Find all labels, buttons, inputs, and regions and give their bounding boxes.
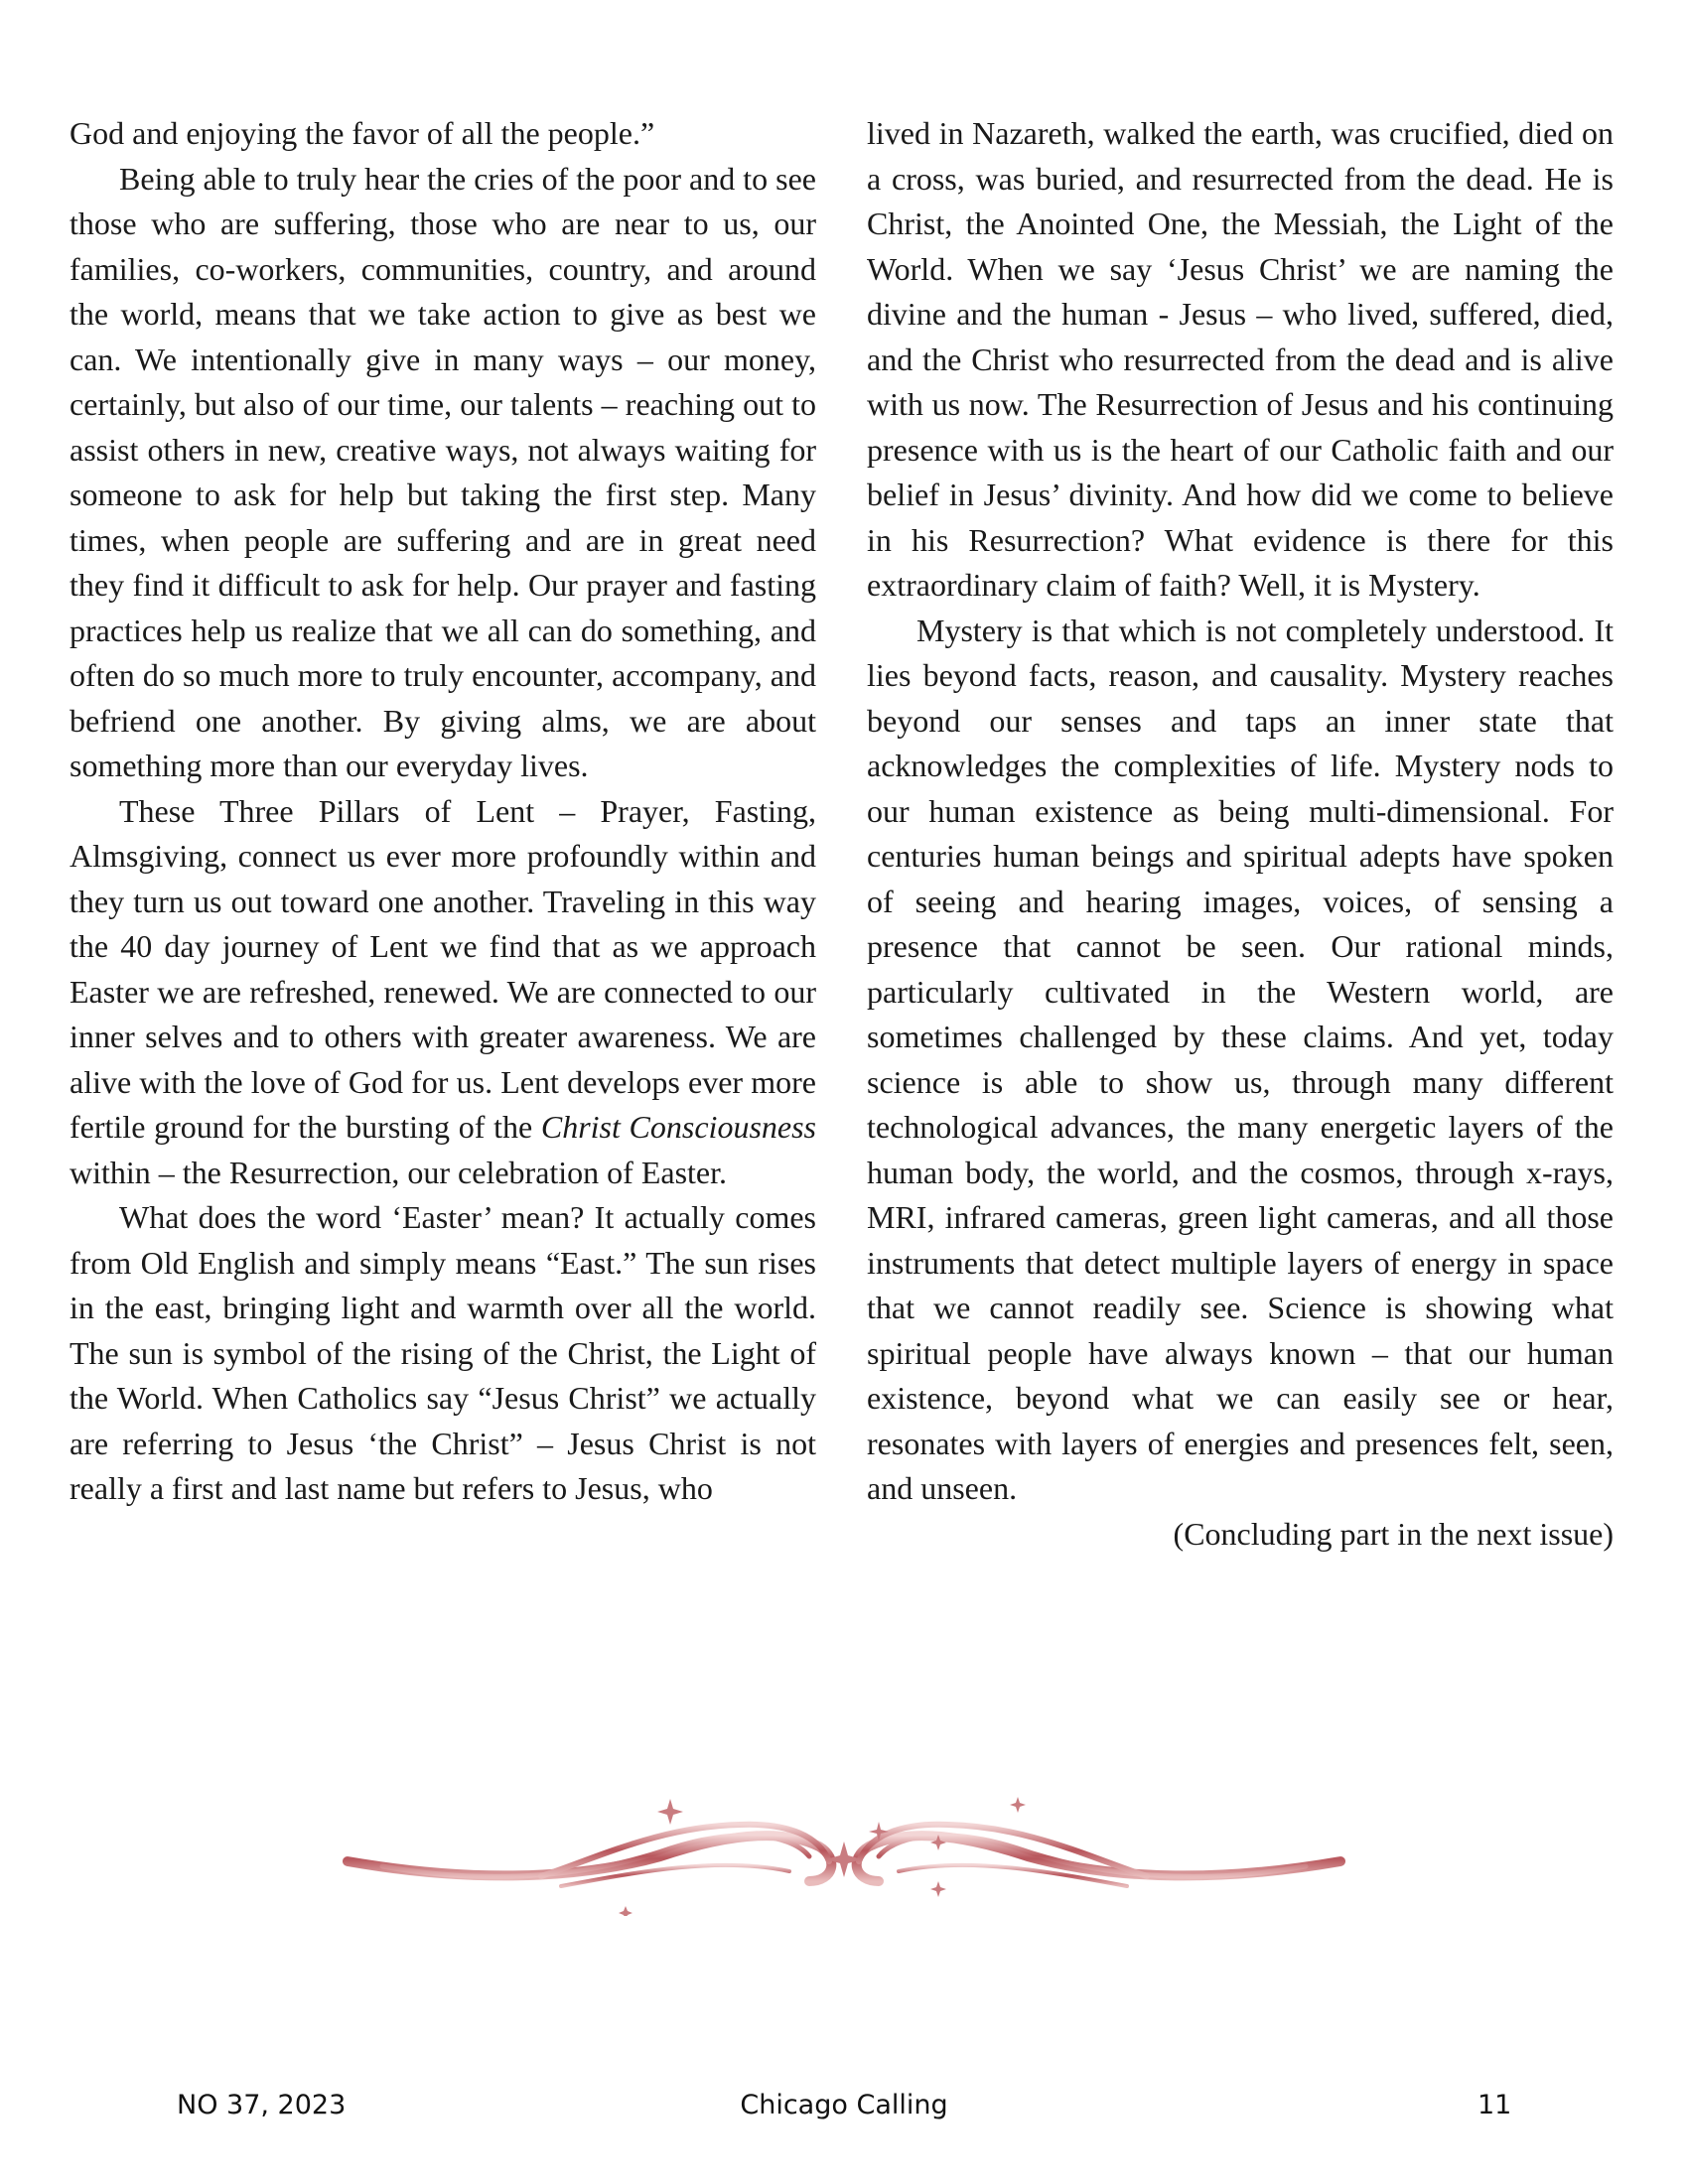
paragraph: lived in Nazareth, walked the earth, was crucified, died on a cross, was buried, and resurrected from the dead. He is Christ, the Anointed One, the Messiah, the Light of the World. When we say ‘Jesus Christ’ we are naming the divine and the human - Jesus – who lived, suffered, died, and the Christ who resurrected from the dead and is alive with us now. The Resurrection of Jesus and his continuing presence with us is the heart of our Catholic faith and our belief in Jesus’ divinity. And how did we come to believe in his Resurrection? What evidence is there for this extraordinary claim of faith? Well, it is Mystery. xyxy=(867,115,1614,603)
paragraph-text: These Three Pillars of Lent – Prayer, Fasting, Almsgiving, connect us ever more profoundly within and they turn us out toward one another. Traveling in this way the 40 day journey of Lent we find that as we approach Easter we are refreshed, renewed. We are connected to our inner selves and to others with greater awareness. We are alive with the love of God for us. Lent develops ever more fertile ground for the bursting of the xyxy=(70,792,816,1145)
paragraph: What does the word ‘Easter’ mean? It actually comes from Old English and simply means “East.” The sun rises in the east, bringing light and warmth over all the world. The sun is symbol of the rising of the Christ, the Light of the World. When Catholics say “Jesus Christ” we actually are referring to Jesus ‘the Christ” – Jesus Christ is not really a first and last name but refers to Jesus, who xyxy=(70,1199,816,1506)
paragraph: Mystery is that which is not completely understood. It lies beyond facts, reason, and causality. Mystery reaches beyond our senses and taps an inner state that acknowledges the complexities of life. Mystery nods to our human existence as being multi-dimensional. For centuries human beings and spiritual adepts have spoken of seeing and hearing images, voices, of sensing a presence that cannot be seen. Our rational minds, particularly cultivated in the Western world, are sometimes challenged by these claims. And yet, today science is able to show us, through many different technological advances, the many energetic layers of the human body, the world, and the cosmos, through x-rays, MRI, infrared cameras, green light cameras, and all those instruments that detect multiple layers of energy in space that we cannot readily see. Science is showing what spiritual people have always known – that our human existence, beyond what we can easily see or hear, resonates with layers of energies and presences felt, seen, and unseen. xyxy=(867,612,1614,1506)
paragraph-text: within – the Resurrection, our celebration of Easter. xyxy=(70,1154,728,1190)
paragraph: God and enjoying the favor of all the people.” xyxy=(70,115,655,151)
page-number: 11 xyxy=(1477,2090,1512,2120)
continuation-note: (Concluding part in the next issue) xyxy=(1173,1515,1614,1552)
paragraph: Being able to truly hear the cries of the poor and to see those who are suffering, those who are near to us, our families, co-workers, communities, country, and around the world, means that we take action to give as best we can. We intentionally give in many ways – our money, certainly, but also of our time, our talents – reaching out to assist others in new, creative ways, not always waiting for someone to ask for help but taking the first step. Many times, when people are suffering and are in great need they find it difficult to ask for help. Our prayer and fasting practices help us realize that we all can do something, and often do so much more to truly encounter, accompany, and befriend one another. By giving alms, we are about something more than our everyday lives. xyxy=(70,160,816,783)
left-column xyxy=(70,111,816,1512)
right-column xyxy=(867,111,1614,1557)
issue-number: NO 37, 2023 xyxy=(177,2090,347,2120)
decorative-flourish-icon xyxy=(343,1787,1345,1916)
publication-name: Chicago Calling xyxy=(740,2090,948,2120)
paragraph xyxy=(70,789,816,1196)
italic-phrase: Christ Consciousness xyxy=(540,1109,817,1145)
